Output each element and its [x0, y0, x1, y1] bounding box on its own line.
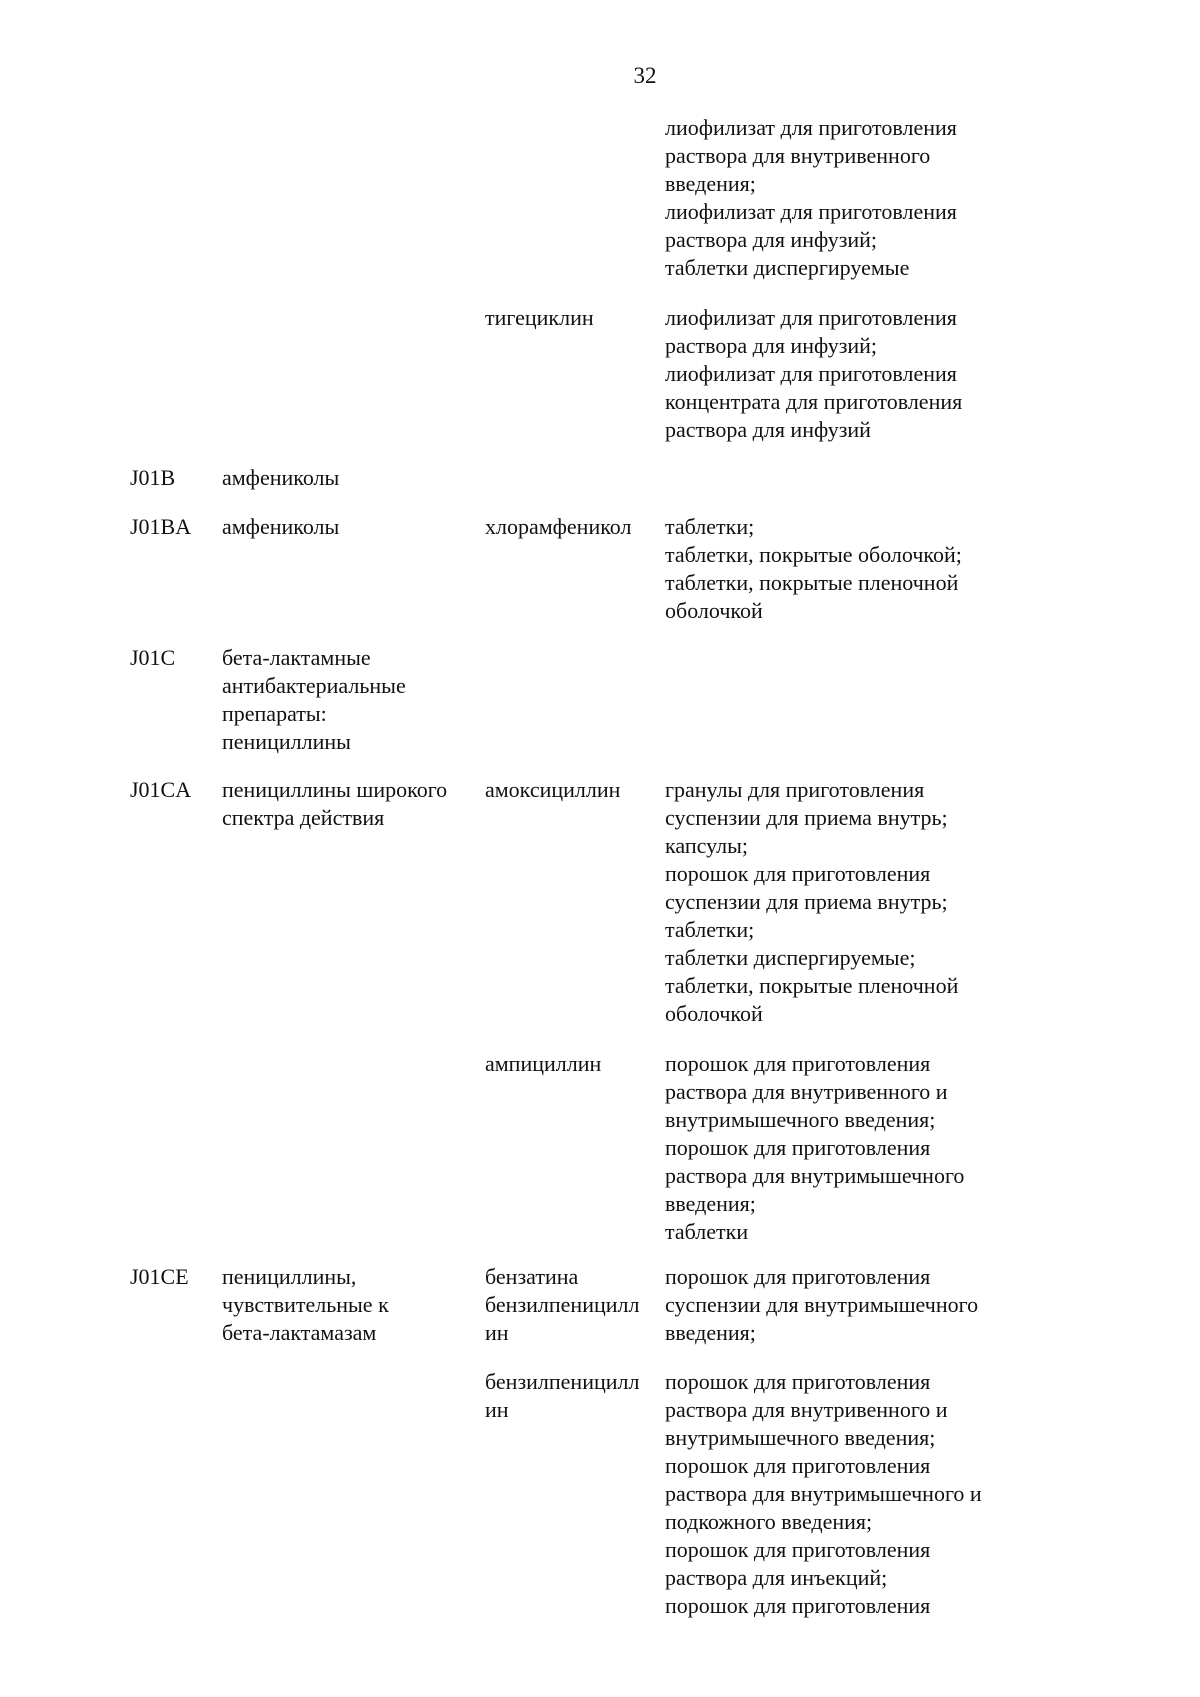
page-number: 32	[633, 63, 657, 88]
atc-code: J01B	[130, 465, 176, 490]
atc-code: J01CA	[130, 777, 192, 802]
anatomical-group: амфениколы	[222, 465, 340, 490]
dosage-forms: таблетки; таблетки, покрытые оболочкой; таблетки, покрытые пленочной оболочкой	[665, 514, 962, 623]
anatomical-group: пенициллины, чувствительные к бета-лактамазам	[222, 1264, 389, 1345]
dosage-forms: лиофилизат для приготовления раствора для инфузий; лиофилизат для приготовления концентрата для приготовления раствора для инфузий	[665, 305, 963, 442]
anatomical-group: пенициллины широкого спектра действия	[222, 777, 448, 830]
atc-code: J01C	[130, 645, 176, 670]
dosage-forms: порошок для приготовления раствора для внутривенного и внутримышечного введения; порошок для приготовления раствора для внутримышечного и подкожного введения; порошок для приготовления раствора для инъекций; порошок для приготовления	[665, 1369, 982, 1618]
dosage-forms: гранулы для приготовления суспензии для приема внутрь; капсулы; порошок для приготовления суспензии для приема внутрь; таблетки; таблетки диспергируемые; таблетки, покрытые пленочной оболочкой	[665, 777, 959, 1026]
atc-code: J01BA	[130, 514, 192, 539]
dosage-forms: порошок для приготовления раствора для внутривенного и внутримышечного введения; порошок для приготовления раствора для внутримышечного введения; таблетки	[665, 1051, 965, 1244]
drug-name: бензилпеницилл ин	[485, 1369, 640, 1422]
drug-name: амоксициллин	[485, 777, 621, 802]
anatomical-group: амфениколы	[222, 514, 340, 539]
anatomical-group: бета-лактамные антибактериальные препараты: пенициллины	[222, 645, 406, 754]
atc-code: J01CE	[130, 1264, 189, 1289]
drug-name: тигециклин	[485, 305, 594, 330]
dosage-forms: лиофилизат для приготовления раствора для внутривенного введения; лиофилизат для приготовления раствора для инфузий; таблетки диспергируемые	[665, 115, 957, 280]
dosage-forms: порошок для приготовления суспензии для внутримышечного введения;	[665, 1264, 979, 1345]
drug-name: ампициллин	[485, 1051, 602, 1076]
drug-name: бензатина бензилпеницилл ин	[485, 1264, 640, 1345]
drug-name: хлорамфеникол	[485, 514, 632, 539]
